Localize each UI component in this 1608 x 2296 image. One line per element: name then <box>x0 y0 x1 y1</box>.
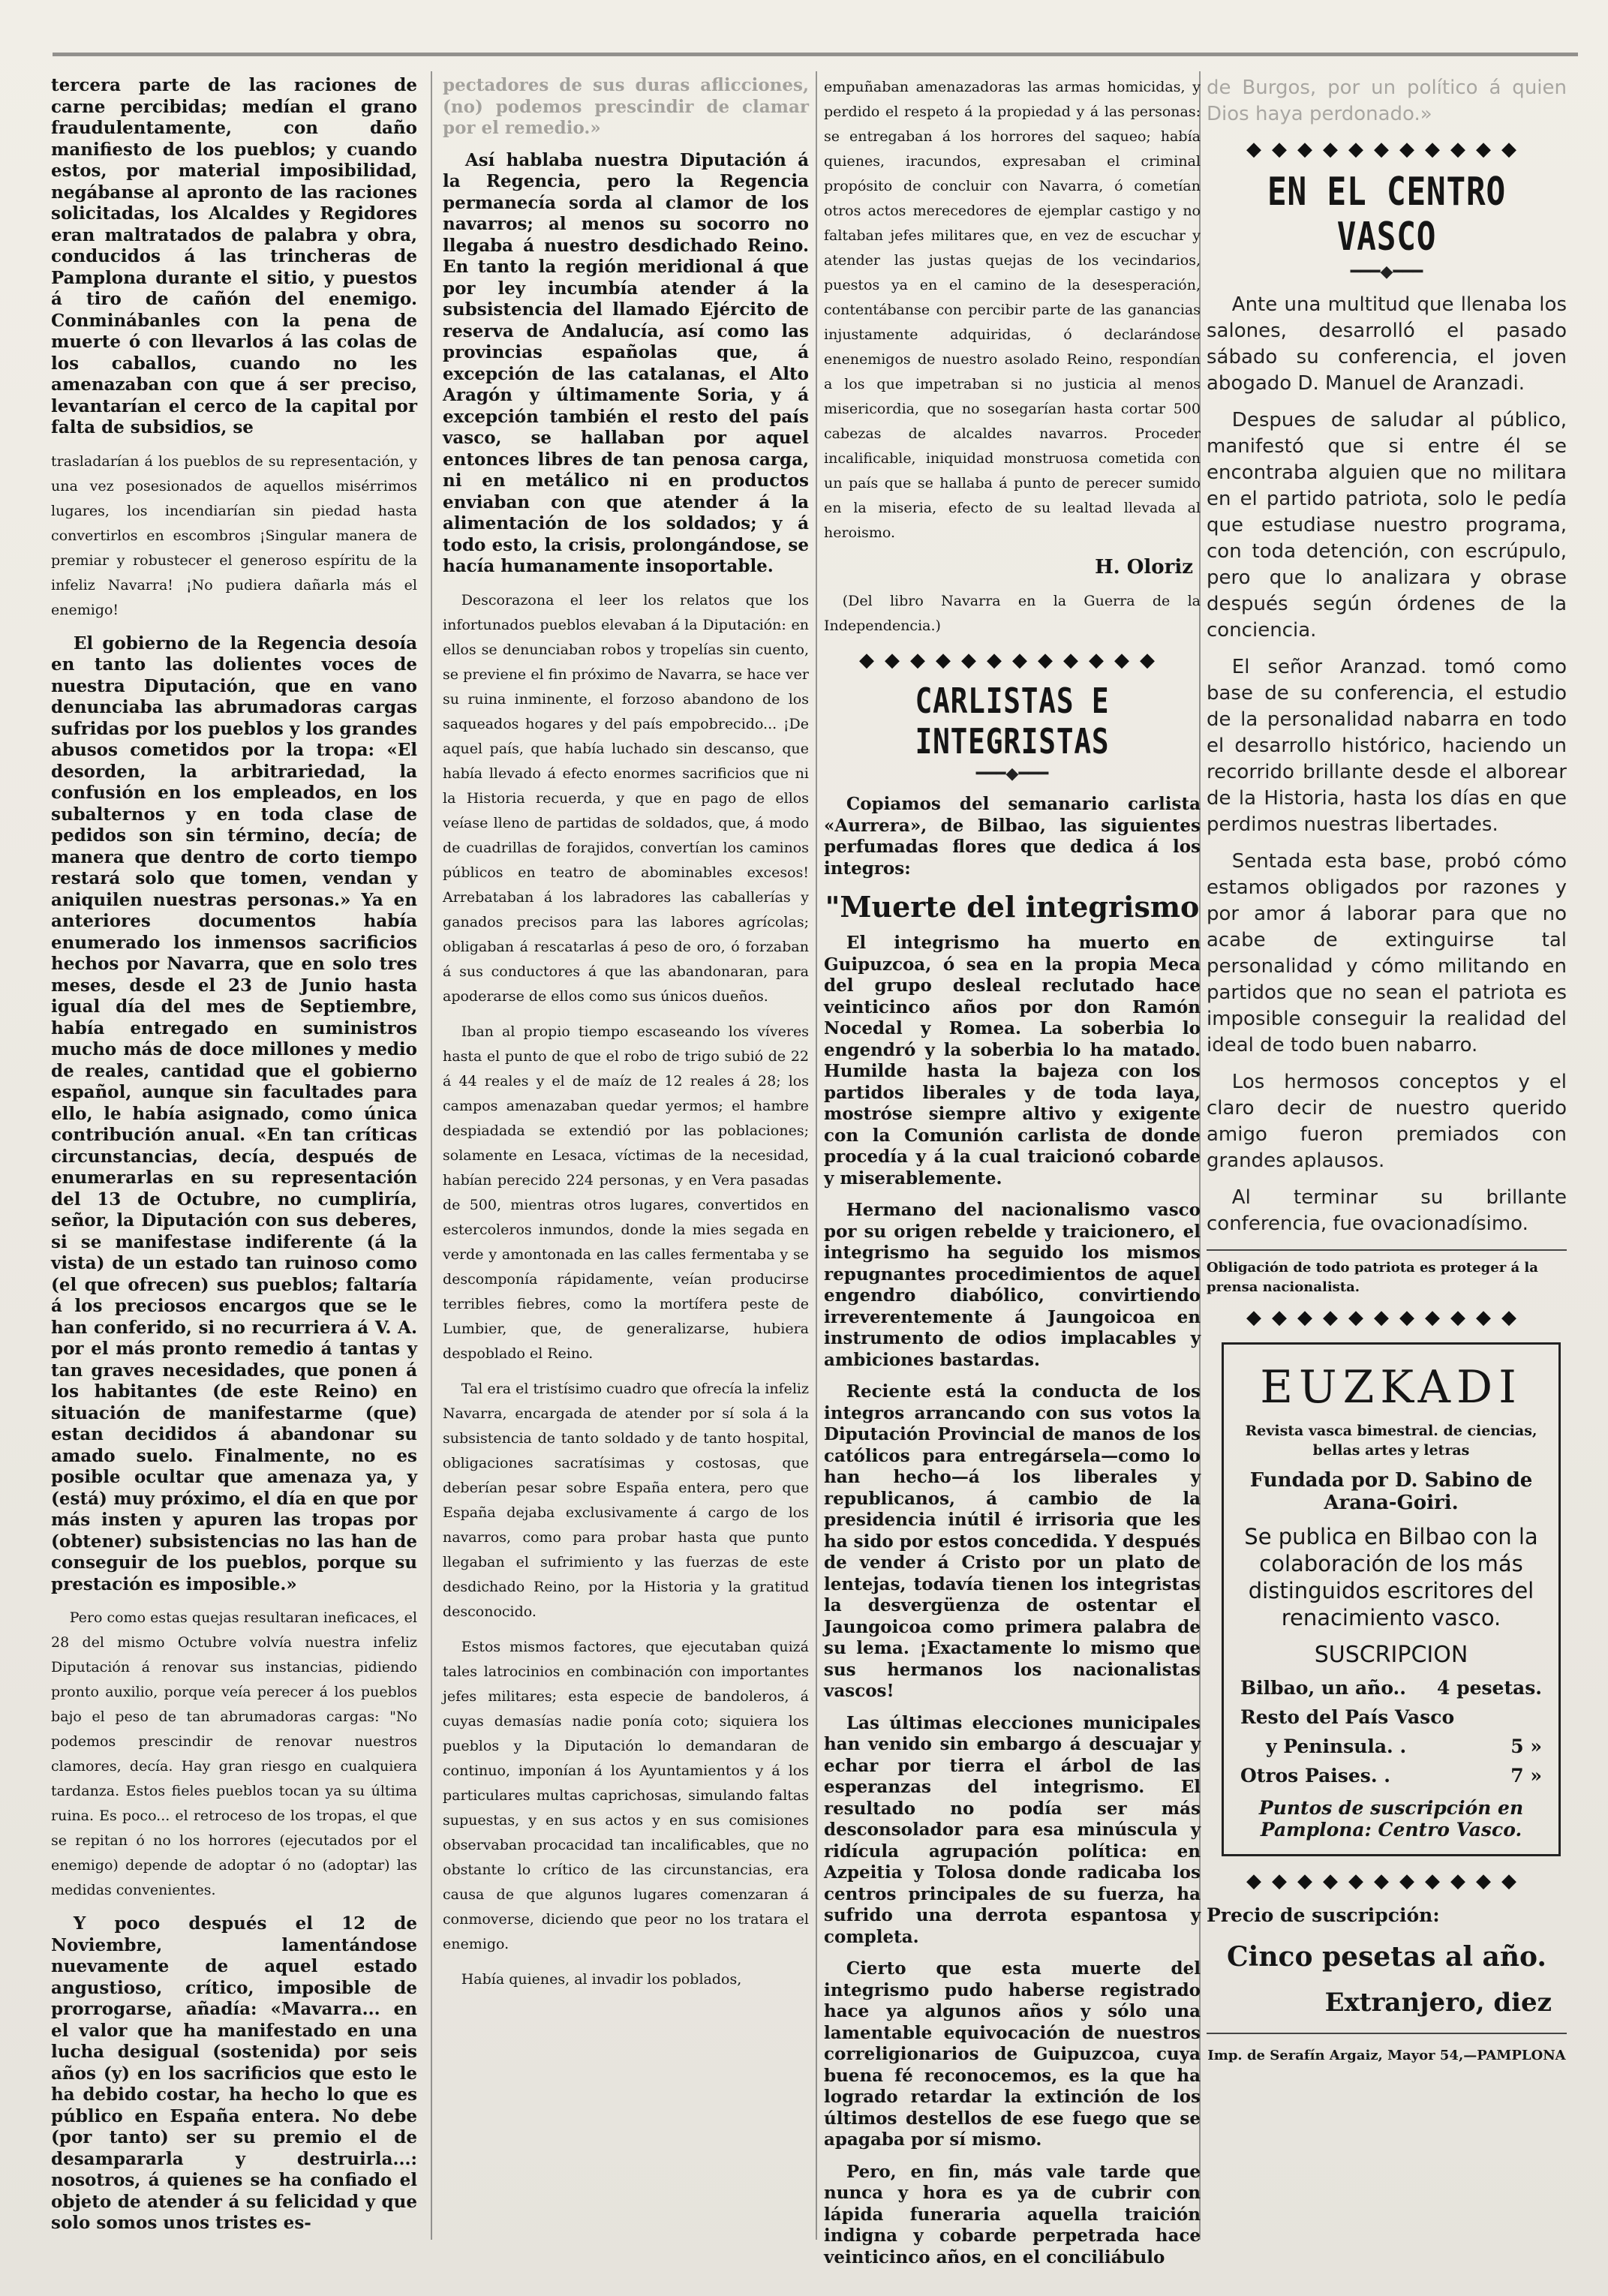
price-row <box>1240 1765 1542 1787</box>
article-paragraph: Hermano del nacionalismo vasco por su origen rebelde y traicionero, el integrismo ha seguido los mismos repugnantes procedimientos de aquel engendro diabólico, convirtiendo irreverentemente á Jaungoicoa en instrumento de odios implacables y ambiciones bastardas. <box>824 1200 1201 1370</box>
article-paragraph: Descorazona el leer los relatos que los infortunados pueblos elevaban á la Diputación: en ellos se denunciaban robos y tropelías sin cuento, se previene el fin próximo de Navarra, se hace ver su ruina inminente, el forzoso abandono de los saqueados hogares y del país empobrecido... ¡De aquel país, que había luchado sin descanso, que había llevado á efecto enormes sacrificios que ni la Historia recuerda, y que en pago de ellos veíase lleno de partidas de soldados, que, á modo de cuadrillas de forajidos, convertían los caminos públicos en teatro de abominables excesos! Arrebataban á los labradores las caballerías y ganados precisos para las labores agrícolas; obligaban á rescatarlas á peso de oro, ó forzaban á sus conductores á que las abandonaran, para apoderarse de ellos como sus únicos dueños. <box>443 591 809 1005</box>
price-label: y Peninsula. . <box>1266 1736 1407 1757</box>
column-divider <box>816 71 817 2240</box>
ornament-small: ━━━◆━━━ <box>1350 263 1423 281</box>
price-label: Resto del País Vasco <box>1240 1706 1455 1728</box>
article-paragraph: El gobierno de la Regencia desoía en tanto las dolientes voces de nuestra Diputación, que en vano denunciaba las abrumadoras cargas sufridas por los pueblos y los grandes abusos cometidos por la tropa: «El desorden, la arbitrariedad, la confusión en los empleados, en los subalternos y en toda clase de pedidos son sin término, decía; de manera que dentro de corto tiempo restará solo que tomen, vendan y aniquilen nuestras personas.» Ya en anteriores documentos había enumerado los inmensos sacrificios hechos por Navarra, que en solo tres meses, desde el 23 de Junio hasta igual día del mes de Septiembre, había entregado en suministros mucho más de doce millones y medio de reales, cantidad que el gobierno español, aunque sin facultades para ello, le había asignado, como única contribución anual. «En tan críticas circunstancias, decía, después de enumerarlas en su representación del 13 de Octubre, no cumpliría, señor, la Diputación con sus deberes, si se manifestase indiferente (á la vista) de un estado tan ruinoso como (el que ofrecen) sus pueblos; faltaría á los preciosos encargos que se le han conferido, si no recurriera á V. A. por el más pronto remedio á tantas y tan graves necesidades, que ponen á los habitantes (de este Reino) en situación de manifestarme (que) estan decididos á abandonar su amado suelo. Finalmente, no es posible ocultar que amenaza ya, y (está) muy próximo, el día en que por más insten y apuren las tropas por (obtener) subsistencias no las han de conseguir de los pueblos, porque su prestación es imposible.» <box>51 633 417 1594</box>
article-paragraph: Los hermosos conceptos y el claro decir de nuestro querido amigo fueron premiados con grandes aplausos. <box>1207 1071 1567 1172</box>
column-2 <box>443 75 809 2236</box>
article-paragraph: El integrismo ha muerto en Guipuzcoa, ó sea en la propia Meca del grupo desleal reclutado hace veinticinco años por don Ramón Nocedal y Romea. La soberbia lo engendró y la soberbia lo ha matado. Humilde hasta la bajeza con los partidos liberales y de toda laya, mostróse siempre altivo y exigente con la Comunión carlista de donde procedía y á la cual traicionó cobarde y miserablemente. <box>824 933 1201 1189</box>
article-paragraph: Pero como estas quejas resultaran ineficaces, el 28 del mismo Octubre volvía nuestra infeliz Diputación á renovar sus instancias, pidiendo pronto auxilio, porque veía perecer á los pueblos bajo el peso de tan abrumadoras cargas: "No podemos prescindir de renovar nuestros clamores, decía. Hay gran riesgo en cualquiera tardanza. Estos fieles pueblos tocan ya su última ruina. Es poco... el retroceso de los tropas, el que se repitan ó no los horrores (ejecutados por el enemigo) depende de adoptar ó no (adoptar) las medidas convenientes. <box>51 1609 417 1898</box>
price-row <box>1240 1736 1542 1757</box>
divider <box>1207 1249 1567 1251</box>
advert-published: Se publica en Bilbao con la colaboración de los más distinguidos escritores del renacimiento vasco. <box>1244 1524 1538 1630</box>
imprint-line: Imp. de Serafín Argaiz, Mayor 54,—PAMPLONA <box>1207 2048 1566 2063</box>
ornament-divider: ◆◆◆◆◆◆◆◆◆◆◆ <box>1246 138 1527 161</box>
ornament-small: ━━━◆━━━ <box>975 765 1049 783</box>
top-rule <box>53 53 1578 56</box>
article-paragraph: pectadores de sus duras aflicciones, (no) podemos prescindir de clamar por el remedio.» <box>443 75 809 138</box>
column-3 <box>824 75 1201 2267</box>
ornament-divider: ◆◆◆◆◆◆◆◆◆◆◆ <box>1246 1306 1527 1329</box>
column-divider <box>431 71 432 2240</box>
price-label: Otros Paises. . <box>1240 1765 1390 1787</box>
article-paragraph: trasladarían á los pueblos de su representación, y una vez posesionados de aquellos misérrimos lugares, los incendiarían sin piedad hasta convertirlos en escombros ¡Singular manera de premiar y robustecer el generoso espíritu de la infeliz Navarra! ¡No pudiera dañarla más el enemigo! <box>51 452 417 618</box>
precio-label: Precio de suscripción: <box>1207 1904 1440 1926</box>
euzkadi-advert <box>1222 1342 1561 1856</box>
ornament-divider: ◆◆◆◆◆◆◆◆◆◆◆◆ <box>859 649 1165 672</box>
column-1 <box>51 75 417 2236</box>
subheadline: "Muerte del integrismo <box>825 890 1200 924</box>
article-paragraph: Reciente está la conducta de los integros arrancando con sus votos la Diputación Provincial de manos de los católicos para entregársela—como lo han hecho—á los liberales y republicanos, á cambio de la presidencia inútil é irrisoria que les ha sido por estos concedida. Y después de vender á Cristo por un plato de lentejas, todavía tienen los integristas la desvergüenza de ostentar el Jaungoicoa como primera palabra de su lema. ¡Exactamente lo mismo que sus hermanos los nacionalistas vascos! <box>824 1381 1201 1701</box>
subscription-points: Puntos de suscripción en Pamplona: Centro Vasco. <box>1258 1797 1524 1841</box>
article-paragraph: de Burgos, por un político á quien Dios haya perdonado.» <box>1207 77 1567 125</box>
source-note: (Del libro Navarra en la Guerra de la Independencia.) <box>824 593 1201 634</box>
price-annual: Cinco pesetas al año. <box>1227 1941 1546 1973</box>
divider <box>1207 2033 1567 2034</box>
article-paragraph: Así hablaba nuestra Diputación á la Regencia, pero la Regencia permanecía sorda al clamor de los navarros; al menos su socorro no llegaba á nuestro desdichado Reino. En tanto la región meridional á que por ley incumbía atender á la subsistencia del llamado Ejército de reserva de Andalucía, así como las provincias españolas que, á excepción de las catalanas, el Alto Aragón y últimamente Soria, y á excepción también el resto del país vasco, se hallaban por aquel entonces libres de tan penosa carga, ni en metálico ni en productos enviaban con que atender á la alimentación de los soldados; y á todo esto, la crisis, prolongándose, se hacía humanamente insoportable. <box>443 149 809 576</box>
column-4 <box>1207 75 1567 2236</box>
headline-carlistas: CARLISTAS E INTEGRISTAS <box>915 681 1110 762</box>
article-paragraph: Cierto que esta muerte del integrismo pudo haberse registrado hace ya algunos años y sólo una lamentable equivocación de nuestros correligionarios de Guipuzcoa, cuya buena fé reconocemos, es la que ha logrado retardar la extinción de los últimos destellos de ese fuego que se apagaba por sí mismo. <box>824 1958 1201 2150</box>
article-paragraph: empuñaban amenazadoras las armas homicidas, y perdido el respeto á la propiedad y á las personas: se entregaban á los horrores del saqueo; había quienes, iracundos, expresaban el criminal propósito de concluir con Navarra, ó cometían otros actos merecedores de ejemplar castigo y no faltaban jefes militares que, en vez de escuchar y atender las justas quejas de los vecindarios, puestos ya en el camino de la desesperación, contentábanse con percibir parte de las ganancias injustamente adquiridas, ó declarándose enenemigos de nuestro asolado Reino, respondían a los que impetraban si no justicia al menos misericordia, que no sosegarían hasta cortar 500 cabezas de alcaldes navarros. Proceder incalificable, iniquidad monstruosa cometida con un país que se hallaba á punto de perecer sumido en la miseria, efecto de su lealtad llevada al heroismo. <box>824 79 1201 541</box>
price-foreign: Extranjero, diez <box>1324 1988 1552 2018</box>
author-signature: H. Oloriz <box>1095 556 1193 579</box>
advert-subtitle: Revista vasca bimestral. de ciencias, bellas artes y letras <box>1245 1423 1537 1459</box>
headline-centro-vasco: EN EL CENTRO VASCO <box>1267 170 1506 260</box>
price-value: 7 » <box>1510 1765 1542 1787</box>
advert-founded: Fundada por D. Sabino de Arana-Goiri. <box>1249 1469 1533 1514</box>
article-paragraph: Copiamos del semanario carlista «Aurrera», de Bilbao, las siguientes perfumadas flores que dedica á los integros: <box>824 794 1201 879</box>
advert-title: EUZKADI <box>1260 1361 1522 1414</box>
ornament-divider: ◆◆◆◆◆◆◆◆◆◆◆ <box>1246 1870 1527 1892</box>
obligation-notice: Obligación de todo patriota es proteger á la prensa nacionalista. <box>1207 1260 1538 1295</box>
article-paragraph: Pero, en fin, más vale tarde que nunca y hora es ya de cubrir con lápida funeraria aquella traición indigna y cobarde perpetrada hace veinticinco años, en el conciliábulo <box>824 2161 1201 2267</box>
article-paragraph: Las últimas elecciones municipales han venido sin embargo á descuajar y echar por tierra el árbol de las esperanzas del integrismo. El resultado no podía ser más desconsolador para esa minúscula y ridícula agrupación política: en Azpeitia y Tolosa donde radicaba los centros principales de su fuerza, ha sufrido una derrota espantosa y completa. <box>824 1712 1201 1947</box>
article-paragraph: tercera parte de las raciones de carne percibidas; medían el grano fraudulentamente, con daño manifiesto de los pueblos; y cuando estos, por material imposibilidad, negábanse al apronto de las raciones solicitadas, los Alcaldes y Regidores eran maltratados de palabra y obra, conducidos á las trincheras de Pamplona durante el sitio, y puestos á tiro de cañón del enemigo. Conminábanles con la pena de muerte ó con llevarlos á las colas de los caballos, cuando no les amenazaban con que á ser preciso, levantarían el cerco de la capital por falta de subsidios, se <box>51 75 417 437</box>
price-row <box>1240 1677 1542 1699</box>
article-paragraph: Tal era el tristísimo cuadro que ofrecía la infeliz Navarra, encargada de atender por sí sola á la subsistencia de tanto soldado y de tanto hospital, obligaciones sacratísimas y costosas, que deberían pesar sobre España entera, pero que España dejaba exclusivamente á cargo de los navarros, como para probar hasta que punto llegaban el sufrimiento y las fuerzas de este desdichado Reino, por la Historia y la gratitud desconocido. <box>443 1380 809 1620</box>
article-paragraph: Sentada esta base, probó cómo estamos obligados por razones y por amor á laborar para que no acabe de extinguirse tal personalidad y cómo militando en partidos que no sean el patriota es imposible conseguir la realidad del ideal de todo buen nabarro. <box>1207 850 1567 1056</box>
advert-subscription-label: SUSCRIPCION <box>1314 1642 1468 1668</box>
article-paragraph: Al terminar su brillante conferencia, fue ovacionadísimo. <box>1207 1186 1567 1235</box>
price-value: 4 pesetas. <box>1437 1677 1542 1699</box>
article-paragraph: Y poco después el 12 de Noviembre, lamentándose nuevamente de aquel estado angustioso, crítico, imposible de prorrogarse, añadía: «Mavarra... en el valor que ha manifestado en una lucha desigual (sostenida) por seis años (y) en los sacrificios que esto le ha debido costar, ha hecho lo que es público en España entera. No debe (por tanto) ser su premio el de desampararla y destruirla...: nosotros, á quienes se ha confiado el objeto de atender á su felicidad y que solo somos unos tristes es- <box>51 1913 417 2233</box>
price-label: Bilbao, un año.. <box>1240 1677 1406 1699</box>
article-paragraph: Despues de saludar al público, manifestó que si entre él se encontraba alguien que no militara en el partido patriota, solo le pedía que estudiase nuestro programa, con toda detención, con escrúpulo, pero que lo analizara y obrase después según órdenes de la conciencia. <box>1207 409 1567 642</box>
article-paragraph: Iban al propio tiempo escaseando los víveres hasta el punto de que el robo de trigo subió de 22 á 44 reales y el de maíz de 12 reales á 28; los campos amenazaban quedar yermos; el hambre despiadada se extendió por las poblaciones; solamente en Lesaca, víctimas de la necesidad, habían perecido 224 personas, y en Vera pasadas de 500, mientras otros lugares, convertidos en estercoleros inmundos, donde la mies segada en verde y amontonada en las calles fermentaba y se descomponía rápidamente, veían producirse terribles fiebres, como la mortífera peste de Lumbier, que, de generalizarse, hubiera despoblado el Reino. <box>443 1023 809 1362</box>
article-paragraph: El señor Aranzad. tomó como base de su conferencia, el estudio de la personalidad nabarra en todo el desarrollo histórico, haciendo un recorrido brillante desde el alborear de la Historia, hasta los días en que perdimos nuestras libertades. <box>1207 656 1567 836</box>
article-paragraph: Ante una multitud que llenaba los salones, desarrolló el pasado sábado su conferencia, el joven abogado D. Manuel de Aranzadi. <box>1207 293 1567 395</box>
price-row <box>1240 1706 1542 1728</box>
article-paragraph: Había quienes, al invadir los poblados, <box>461 1970 742 1988</box>
price-value: 5 » <box>1510 1736 1542 1757</box>
article-paragraph: Estos mismos factores, que ejecutaban quizá tales latrocinios en combinación con importantes jefes militares; esta especie de bandoleros, á cuyas demasías nadie ponía coto; siquiera los pueblos y la Diputación lo demandaran de continuo, imponían á los Ayuntamientos y á los particulares multas caprichosas, simulando faltas supuestas, y en sus actos y en sus comisiones observaban procacidad tan incalificables, que no obstante lo crítico de las circunstancias, era causa de que algunos lugares comenzaran á conmoverse, diciendo que peor no los tratara el enemigo. <box>443 1638 809 1952</box>
